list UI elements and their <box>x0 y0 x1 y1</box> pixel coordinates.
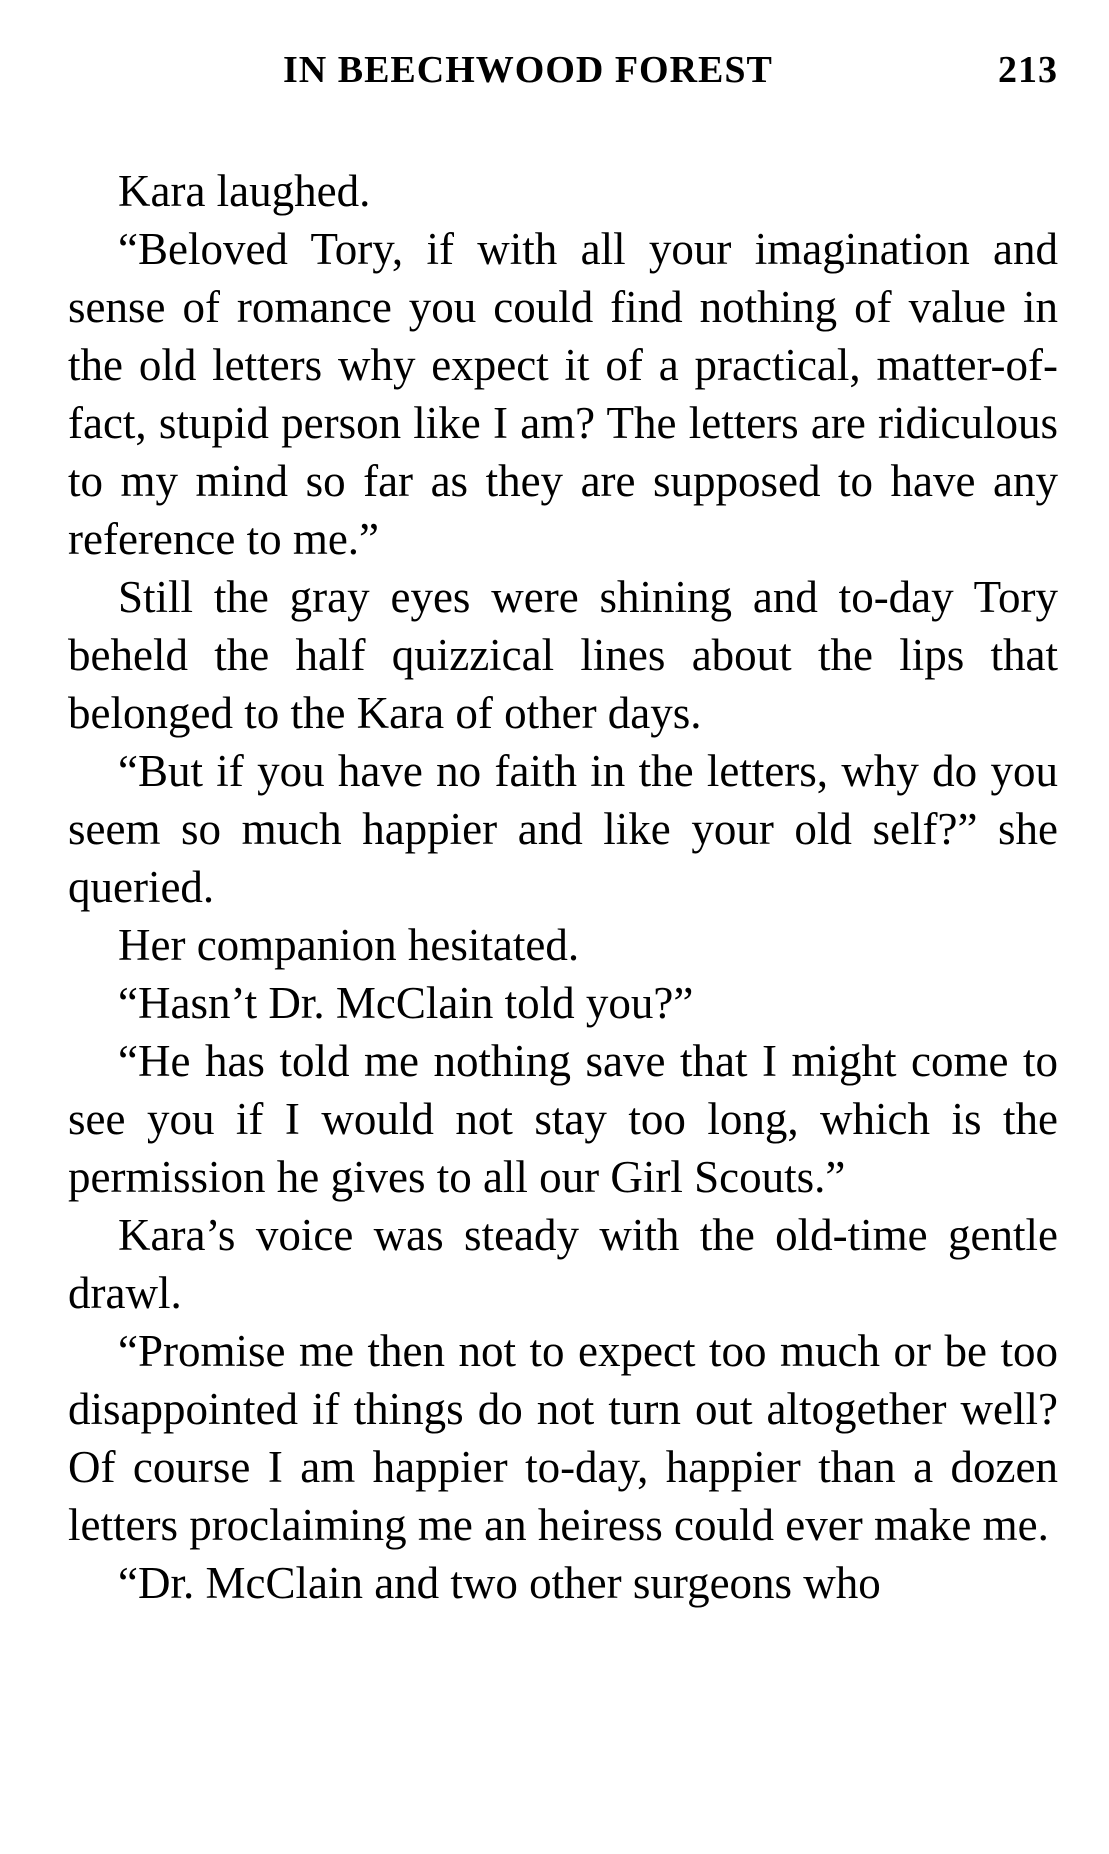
paragraph: “But if you have no faith in the letters, why do you seem so much happier and like your old self?” she queried. <box>68 746 1058 912</box>
paragraph: “Promise me then not to expect too much or be too disappointed if things do not turn out altogether well? Of course I am happier to-day, happier than a dozen letters proclaiming me an heiress could ever make me. <box>68 1326 1058 1550</box>
paragraph: Kara’s voice was steady with the old-time gentle drawl. <box>68 1210 1058 1318</box>
paragraph: “He has told me nothing save that I might come to see you if I would not stay too long, which is the permission he gives to all our Girl Scouts.” <box>68 1036 1058 1202</box>
paragraph: Still the gray eyes were shining and to-day Tory beheld the half quizzical lines about the lips that belonged to the Kara of other days. <box>68 572 1058 738</box>
page-number: 213 <box>998 49 1058 91</box>
paragraph: “Dr. McClain and two other surgeons who <box>118 1558 881 1608</box>
book-page <box>68 40 1058 1612</box>
paragraph: “Hasn’t Dr. McClain told you?” <box>118 978 694 1028</box>
body-text <box>68 162 1058 1612</box>
running-head: IN BEECHWOOD FOREST <box>283 49 773 91</box>
page-header <box>68 40 1058 120</box>
paragraph: Her companion hesitated. <box>118 920 580 970</box>
paragraph: “Beloved Tory, if with all your imagination and sense of romance you could find nothing of value in the old letters why expect it of a practical, matter-of-fact, stupid person like I am? The letters are ridiculous to my mind so far as they are supposed to have any reference to me.” <box>68 224 1058 564</box>
paragraph: Kara laughed. <box>118 166 371 216</box>
